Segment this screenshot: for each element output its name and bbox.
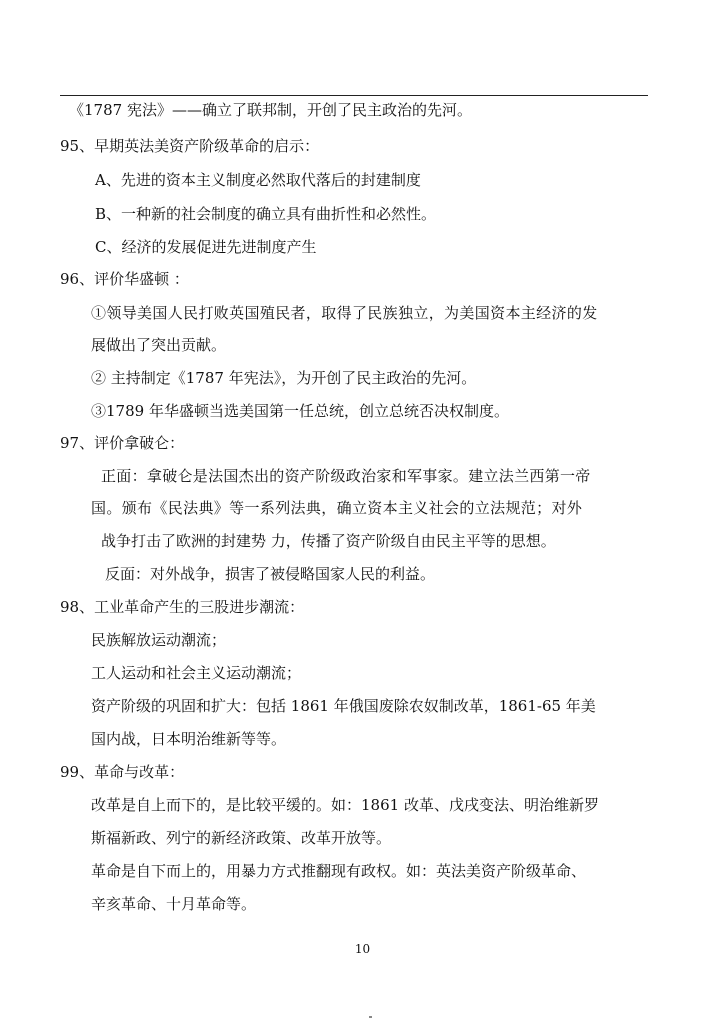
text-line: 《1787 宪法》——确立了联邦制，开创了民主政治的先河。 (69, 101, 472, 119)
list-item: B、一种新的社会制度的确立具有曲折性和必然性。 (95, 205, 437, 223)
text-line: 反面：对外战争，损害了被侵略国家人民的利益。 (105, 565, 436, 583)
text-line: 国。颁布《民法典》等一系列法典，确立资本主义社会的立法规范；对外 (91, 499, 583, 517)
section-heading-97: 97、评价拿破仑： (60, 434, 185, 452)
section-heading-96: 96、评价华盛顿 ： (60, 270, 189, 288)
list-item: 民族解放运动潮流； (91, 631, 227, 649)
text-line: 革命是自下而上的，用暴力方式推翻现有政权。如：英法美资产阶级革命、 (91, 862, 587, 880)
page-number: 10 (354, 942, 371, 956)
section-heading-98: 98、工业革命产生的三股进步潮流： (60, 598, 305, 616)
section-heading-99: 99、革命与改革： (60, 763, 185, 781)
scan-mark (369, 1016, 372, 1018)
text-line: 展做出了突出贡献。 (91, 336, 227, 354)
text-line: ② 主持制定《1787 年宪法》，为开创了民主政治的先河。 (91, 369, 477, 387)
text-line: 斯福新政、列宁的新经济政策、改革开放等。 (91, 829, 392, 847)
list-item: A、先进的资本主义制度必然取代落后的封建制度 (95, 171, 421, 189)
text-line: ①领导美国人民打败英国殖民者，取得了民族独立，为美国资本主经济的发 (91, 304, 598, 322)
list-item: 资产阶级的巩固和扩大：包括 1861 年俄国废除农奴制改革，1861-65 年美 (91, 697, 596, 715)
text-line: 战争打击了欧洲的封建势 力，传播了资产阶级自由民主平等的思想。 (101, 532, 556, 550)
list-item: C、经济的发展促进先进制度产生 (95, 238, 317, 256)
text-line: 国内战，日本明治维新等等。 (91, 730, 287, 748)
text-line: ③1789 年华盛顿当选美国第一任总统，创立总统否决权制度。 (91, 402, 509, 420)
text-line: 辛亥革命、十月革命等。 (91, 895, 257, 913)
list-item: 工人运动和社会主义运动潮流； (91, 664, 302, 682)
header-rule (60, 95, 648, 96)
section-heading-95: 95、早期英法美资产阶级革命的启示： (60, 137, 320, 155)
text-line: 正面：拿破仑是法国杰出的资产阶级政治家和军事家。建立法兰西第一帝 (101, 467, 591, 485)
text-line: 改革是自上而下的，是比较平缓的。如：1861 改革、戊戌变法、明治维新罗 (91, 796, 599, 814)
